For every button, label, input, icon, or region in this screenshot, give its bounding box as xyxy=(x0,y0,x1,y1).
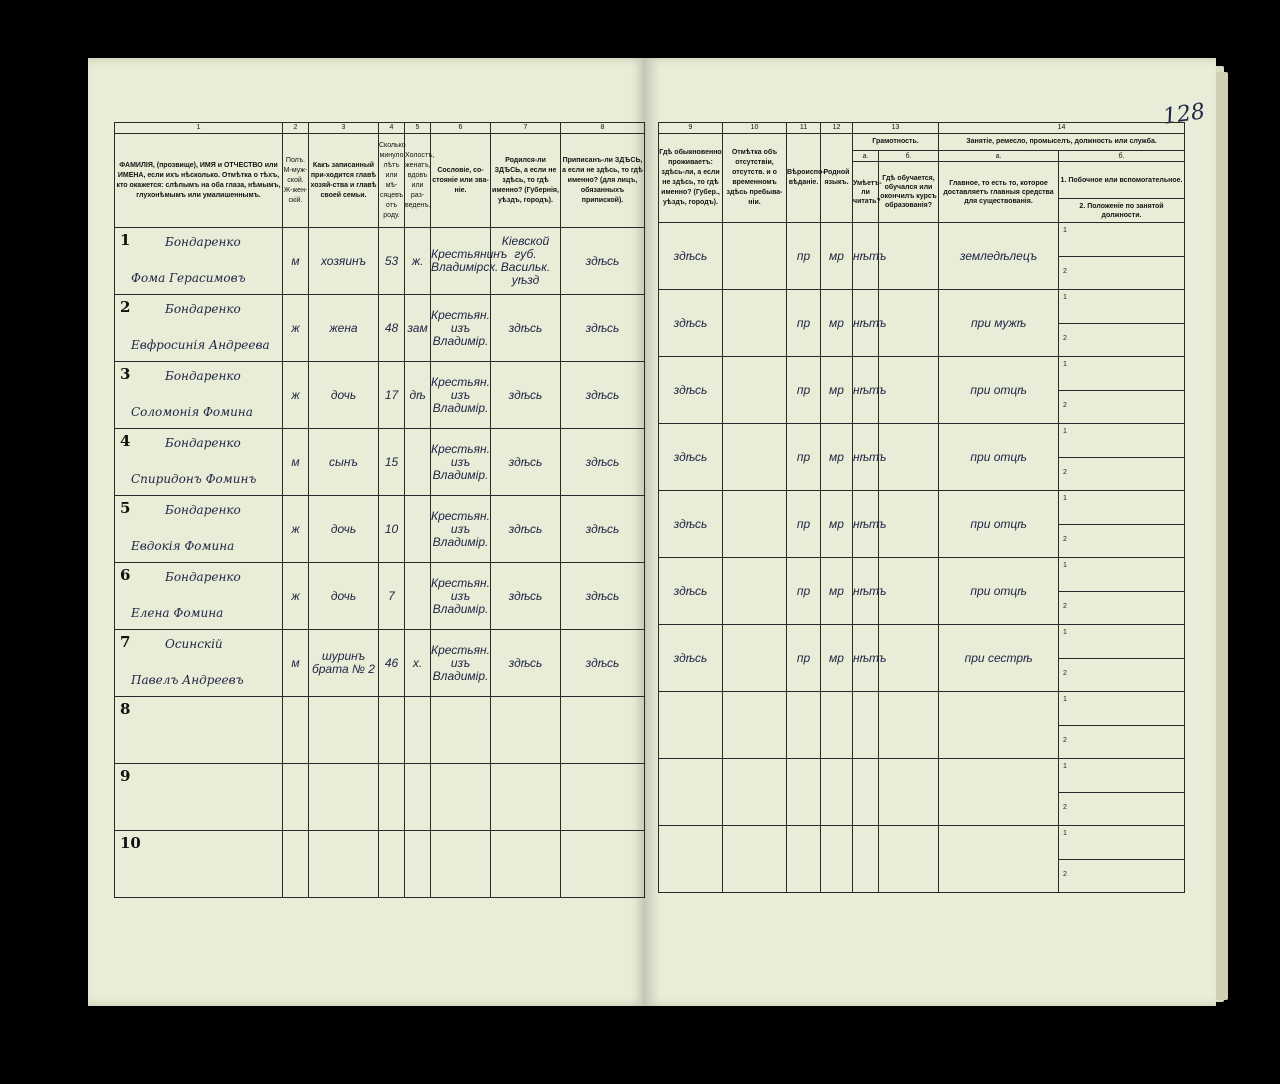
row-number: 6 xyxy=(120,566,131,584)
literate-cell: нѣтъ xyxy=(853,558,879,625)
table-row xyxy=(659,692,1185,759)
row-number: 1 xyxy=(120,231,131,249)
table-row xyxy=(115,496,645,563)
header-education: Гдѣ обучается, обучался или окончилъ курсъ образованія? xyxy=(879,162,939,223)
age-cell: 46 xyxy=(379,630,405,697)
occupation-cell: при сестрѣ xyxy=(939,625,1059,692)
table-row xyxy=(659,357,1185,424)
language-cell: мр xyxy=(821,357,853,424)
marital-cell: дѣ xyxy=(405,362,431,429)
sub-row-divider xyxy=(1059,256,1184,257)
relation-cell: шуринъ брата № 2 xyxy=(309,630,379,697)
table-row xyxy=(115,697,645,764)
estate-cell: Крестьян. изъ Владимір. xyxy=(431,630,491,697)
header-marital: Холостъ, женатъ, вдовъ или раз-веденъ. xyxy=(405,134,431,228)
census-table-left xyxy=(114,122,645,898)
born-cell: здѣсь xyxy=(491,362,561,429)
age-cell xyxy=(379,764,405,831)
language-cell: мр xyxy=(821,625,853,692)
surname: Бондаренко xyxy=(165,503,241,517)
education-cell xyxy=(879,357,939,424)
relation-cell: дочь xyxy=(309,496,379,563)
age-cell: 7 xyxy=(379,563,405,630)
sub-row-divider xyxy=(1059,792,1184,793)
education-cell xyxy=(879,424,939,491)
surname: Бондаренко xyxy=(165,235,241,249)
header-literacy: Грамотность. xyxy=(853,134,939,151)
table-row xyxy=(659,223,1185,290)
secondary-occupation-cell xyxy=(1059,223,1185,290)
column-number: 1 xyxy=(115,123,283,134)
header-14b-label: б. xyxy=(1059,151,1185,162)
sub-row-divider xyxy=(1059,658,1184,659)
sub-row-label: 2 xyxy=(1063,737,1067,744)
religion-cell xyxy=(787,692,821,759)
header-row xyxy=(115,134,645,228)
column-number: 10 xyxy=(723,123,787,134)
age-cell: 53 xyxy=(379,228,405,295)
surname: Бондаренко xyxy=(165,436,241,450)
table-row xyxy=(115,362,645,429)
header-estate: Сословіе, со-стояніе или зва-ніе. xyxy=(431,134,491,228)
sub-row-label: 1 xyxy=(1063,696,1067,703)
registered-cell: здѣсь xyxy=(561,228,645,295)
header-main-occupation: Главное, то есть то, которое доставляетъ главныя средства для существованія. xyxy=(939,162,1059,223)
sex-cell: ж xyxy=(283,496,309,563)
sub-row-divider xyxy=(1059,591,1184,592)
language-cell xyxy=(821,759,853,826)
registered-cell: здѣсь xyxy=(561,362,645,429)
sub-row-label: 1 xyxy=(1063,361,1067,368)
sub-row-label: 2 xyxy=(1063,536,1067,543)
given-names: Елена Фомина xyxy=(131,606,224,620)
sex-cell: ж xyxy=(283,563,309,630)
literate-cell: нѣтъ xyxy=(853,491,879,558)
resides-cell: здѣсь xyxy=(659,558,723,625)
marital-cell xyxy=(405,563,431,630)
language-cell: мр xyxy=(821,223,853,290)
header-14a-label: а. xyxy=(939,151,1059,162)
resides-cell: здѣсь xyxy=(659,491,723,558)
name-cell xyxy=(115,697,283,764)
header-occupation: Занятіе, ремесло, промыселъ, должность или служба. xyxy=(939,134,1185,151)
registered-cell: здѣсь xyxy=(561,630,645,697)
absent-cell xyxy=(723,223,787,290)
sex-cell: м xyxy=(283,429,309,496)
religion-cell: пр xyxy=(787,424,821,491)
estate-cell: Крестьян. изъ Владимір. xyxy=(431,563,491,630)
age-cell xyxy=(379,697,405,764)
given-names: Евдокія Фомина xyxy=(131,539,235,553)
given-names: Фома Герасимовъ xyxy=(131,271,246,285)
secondary-occupation-cell xyxy=(1059,826,1185,893)
name-cell xyxy=(115,764,283,831)
secondary-occupation-cell xyxy=(1059,625,1185,692)
header-13b-label: б. xyxy=(879,151,939,162)
sub-row-divider xyxy=(1059,725,1184,726)
born-cell: здѣсь xyxy=(491,295,561,362)
resides-cell: здѣсь xyxy=(659,290,723,357)
sub-row-divider xyxy=(1059,859,1184,860)
sub-row-label: 1 xyxy=(1063,495,1067,502)
header-name: ФАМИЛІЯ, (прозвище), ИМЯ и ОТЧЕСТВО или ИМЕНА, если ихъ нѣсколько. Отмѣтка о тѣхъ, кто окажется: слѣпымъ на оба глаза, нѣмымъ, глухонѣмымъ или умалишеннымъ. xyxy=(115,134,283,228)
absent-cell xyxy=(723,357,787,424)
resides-cell xyxy=(659,692,723,759)
sub-row-label: 2 xyxy=(1063,268,1067,275)
header-14b-2: 2. Положеніе по занятой должности. xyxy=(1059,198,1184,222)
header-language: Родной языкъ. xyxy=(821,134,853,223)
born-cell xyxy=(491,831,561,898)
language-cell: мр xyxy=(821,290,853,357)
name-cell xyxy=(115,295,283,362)
table-row xyxy=(659,826,1185,893)
header-14b-1: 1. Побочное или вспомогательное. xyxy=(1060,176,1183,184)
estate-cell xyxy=(431,831,491,898)
age-cell: 17 xyxy=(379,362,405,429)
column-number: 11 xyxy=(787,123,821,134)
occupation-cell xyxy=(939,759,1059,826)
sub-row-label: 1 xyxy=(1063,830,1067,837)
header-registered: Приписанъ-ли ЗДѢСЬ, а если не здѣсь, то гдѣ именно? (для лицъ, обязанныхъ припиской). xyxy=(561,134,645,228)
sex-cell xyxy=(283,831,309,898)
absent-cell xyxy=(723,759,787,826)
column-number: 12 xyxy=(821,123,853,134)
education-cell xyxy=(879,558,939,625)
name-cell xyxy=(115,630,283,697)
language-cell: мр xyxy=(821,424,853,491)
relation-cell: дочь xyxy=(309,563,379,630)
sex-cell: м xyxy=(283,228,309,295)
education-cell xyxy=(879,692,939,759)
row-number: 5 xyxy=(120,499,131,517)
column-number: 13 xyxy=(853,123,939,134)
sub-row-label: 2 xyxy=(1063,335,1067,342)
sub-row-label: 1 xyxy=(1063,629,1067,636)
marital-cell xyxy=(405,831,431,898)
education-cell xyxy=(879,491,939,558)
column-number: 4 xyxy=(379,123,405,134)
marital-cell xyxy=(405,429,431,496)
secondary-occupation-cell xyxy=(1059,491,1185,558)
name-cell xyxy=(115,228,283,295)
born-cell: Кіевской губ. Васильк. уѣзд xyxy=(491,228,561,295)
row-number: 7 xyxy=(120,633,131,651)
table-row xyxy=(115,563,645,630)
sex-cell xyxy=(283,697,309,764)
religion-cell: пр xyxy=(787,223,821,290)
estate-cell xyxy=(431,697,491,764)
born-cell: здѣсь xyxy=(491,630,561,697)
education-cell xyxy=(879,625,939,692)
column-number: 14 xyxy=(939,123,1185,134)
sex-cell: ж xyxy=(283,295,309,362)
absent-cell xyxy=(723,290,787,357)
secondary-occupation-cell xyxy=(1059,424,1185,491)
estate-cell: Крестьян. изъ Владимір. xyxy=(431,429,491,496)
literate-cell: нѣтъ xyxy=(853,223,879,290)
header-can-read: Умѣетъ-ли читать? xyxy=(853,162,879,223)
sex-cell: ж xyxy=(283,362,309,429)
born-cell: здѣсь xyxy=(491,563,561,630)
marital-cell: зам xyxy=(405,295,431,362)
column-number: 3 xyxy=(309,123,379,134)
absent-cell xyxy=(723,491,787,558)
sub-row-label: 2 xyxy=(1063,469,1067,476)
occupation-cell: при отцѣ xyxy=(939,424,1059,491)
given-names: Евфросинія Андреева xyxy=(131,338,270,352)
occupation-cell xyxy=(939,692,1059,759)
age-cell: 48 xyxy=(379,295,405,362)
registered-cell: здѣсь xyxy=(561,496,645,563)
secondary-occupation-cell xyxy=(1059,357,1185,424)
sub-row-divider xyxy=(1059,524,1184,525)
estate-cell xyxy=(431,764,491,831)
surname: Бондаренко xyxy=(165,369,241,383)
born-cell xyxy=(491,764,561,831)
header-relation: Какъ записанный при-ходится главѣ хозяй-ства и главѣ своей семьи. xyxy=(309,134,379,228)
header-sex: Полъ. М-муж-ской. Ж-жен-скій. xyxy=(283,134,309,228)
paper-stack-edge xyxy=(1214,72,1228,1000)
sub-row-label: 1 xyxy=(1063,763,1067,770)
column-number-row xyxy=(115,123,645,134)
literate-cell: нѣтъ xyxy=(853,424,879,491)
table-row xyxy=(659,491,1185,558)
resides-cell: здѣсь xyxy=(659,625,723,692)
education-cell xyxy=(879,223,939,290)
name-cell xyxy=(115,362,283,429)
name-cell xyxy=(115,496,283,563)
sub-row-divider xyxy=(1059,323,1184,324)
resides-cell xyxy=(659,826,723,893)
absent-cell xyxy=(723,692,787,759)
column-number: 6 xyxy=(431,123,491,134)
column-number: 2 xyxy=(283,123,309,134)
literate-cell xyxy=(853,692,879,759)
surname: Бондаренко xyxy=(165,570,241,584)
table-row xyxy=(115,630,645,697)
header-secondary-occupation xyxy=(1059,162,1185,223)
born-cell xyxy=(491,697,561,764)
language-cell xyxy=(821,826,853,893)
resides-cell: здѣсь xyxy=(659,357,723,424)
religion-cell: пр xyxy=(787,491,821,558)
language-cell: мр xyxy=(821,558,853,625)
secondary-occupation-cell xyxy=(1059,290,1185,357)
registered-cell: здѣсь xyxy=(561,295,645,362)
row-number: 3 xyxy=(120,365,131,383)
occupation-cell: при отцѣ xyxy=(939,558,1059,625)
age-cell: 10 xyxy=(379,496,405,563)
literate-cell: нѣтъ xyxy=(853,625,879,692)
resides-cell xyxy=(659,759,723,826)
page-number: 128 xyxy=(1161,99,1207,130)
religion-cell xyxy=(787,826,821,893)
absent-cell xyxy=(723,558,787,625)
table-row xyxy=(659,759,1185,826)
religion-cell: пр xyxy=(787,625,821,692)
name-cell xyxy=(115,831,283,898)
table-row xyxy=(115,831,645,898)
estate-cell: Крестьян. изъ Владимір. xyxy=(431,295,491,362)
name-cell xyxy=(115,563,283,630)
occupation-cell: при отцѣ xyxy=(939,491,1059,558)
literate-cell xyxy=(853,759,879,826)
census-table-right xyxy=(658,122,1185,893)
marital-cell xyxy=(405,496,431,563)
header-absence: Отмѣтка объ отсутствіи, отсутств. и о временномъ здѣсь пребыва-ніи. xyxy=(723,134,787,223)
resides-cell: здѣсь xyxy=(659,424,723,491)
table-row xyxy=(115,295,645,362)
table-row xyxy=(115,429,645,496)
relation-cell xyxy=(309,764,379,831)
religion-cell: пр xyxy=(787,290,821,357)
table-row xyxy=(659,424,1185,491)
occupation-cell: при отцѣ xyxy=(939,357,1059,424)
absent-cell xyxy=(723,826,787,893)
registered-cell xyxy=(561,831,645,898)
relation-cell: хозяинъ xyxy=(309,228,379,295)
table-row xyxy=(115,228,645,295)
column-number: 8 xyxy=(561,123,645,134)
registered-cell xyxy=(561,764,645,831)
table-row xyxy=(115,764,645,831)
born-cell: здѣсь xyxy=(491,429,561,496)
religion-cell: пр xyxy=(787,558,821,625)
secondary-occupation-cell xyxy=(1059,759,1185,826)
sub-row-label: 2 xyxy=(1063,603,1067,610)
marital-cell: ж. xyxy=(405,228,431,295)
given-names: Соломонія Фомина xyxy=(131,405,253,419)
registered-cell: здѣсь xyxy=(561,429,645,496)
education-cell xyxy=(879,759,939,826)
relation-cell: дочь xyxy=(309,362,379,429)
age-cell xyxy=(379,831,405,898)
sub-row-label: 2 xyxy=(1063,871,1067,878)
education-cell xyxy=(879,826,939,893)
header-13a-label: а. xyxy=(853,151,879,162)
born-cell: здѣсь xyxy=(491,496,561,563)
header-row xyxy=(659,134,1185,151)
occupation-cell: земледѣлецъ xyxy=(939,223,1059,290)
column-number: 5 xyxy=(405,123,431,134)
literate-cell: нѣтъ xyxy=(853,290,879,357)
row-number: 2 xyxy=(120,298,131,316)
religion-cell: пр xyxy=(787,357,821,424)
row-number: 9 xyxy=(120,767,131,785)
occupation-cell: при мужѣ xyxy=(939,290,1059,357)
sub-row-label: 2 xyxy=(1063,402,1067,409)
sex-cell xyxy=(283,764,309,831)
relation-cell xyxy=(309,831,379,898)
sub-row-divider xyxy=(1059,457,1184,458)
column-number: 9 xyxy=(659,123,723,134)
sub-row-label: 1 xyxy=(1063,227,1067,234)
education-cell xyxy=(879,290,939,357)
header-born: Родился-ли ЗДѢСЬ, а если не здѣсь, то гдѣ именно? (Губернія, уѣздъ, городъ). xyxy=(491,134,561,228)
sub-row-label: 1 xyxy=(1063,562,1067,569)
header-religion: Вѣроиспо-вѣданіе. xyxy=(787,134,821,223)
registered-cell xyxy=(561,697,645,764)
language-cell: мр xyxy=(821,491,853,558)
sub-row-label: 2 xyxy=(1063,804,1067,811)
name-cell xyxy=(115,429,283,496)
estate-cell: Крестьян. изъ Владимір. xyxy=(431,496,491,563)
literate-cell: нѣтъ xyxy=(853,357,879,424)
estate-cell: Крестьянинъ Владимірск. xyxy=(431,228,491,295)
sub-row-label: 1 xyxy=(1063,428,1067,435)
marital-cell xyxy=(405,697,431,764)
sub-row-divider xyxy=(1059,390,1184,391)
given-names: Павелъ Андреевъ xyxy=(131,673,244,687)
language-cell xyxy=(821,692,853,759)
relation-cell: жена xyxy=(309,295,379,362)
surname: Бондаренко xyxy=(165,302,241,316)
literate-cell xyxy=(853,826,879,893)
secondary-occupation-cell xyxy=(1059,558,1185,625)
relation-cell xyxy=(309,697,379,764)
age-cell: 15 xyxy=(379,429,405,496)
column-number: 7 xyxy=(491,123,561,134)
marital-cell xyxy=(405,764,431,831)
header-resides: Гдѣ обыкновенно проживаетъ: здѣсь-ли, а если не здѣсь, то гдѣ именно? (Губер., уѣздъ, городъ). xyxy=(659,134,723,223)
estate-cell: Крестьян. изъ Владимір. xyxy=(431,362,491,429)
row-number: 4 xyxy=(120,432,131,450)
table-row xyxy=(659,558,1185,625)
sub-row-label: 1 xyxy=(1063,294,1067,301)
registered-cell: здѣсь xyxy=(561,563,645,630)
surname: Осинскій xyxy=(165,637,223,651)
table-row xyxy=(659,625,1185,692)
row-number: 8 xyxy=(120,700,131,718)
absent-cell xyxy=(723,424,787,491)
secondary-occupation-cell xyxy=(1059,692,1185,759)
row-number: 10 xyxy=(120,834,141,852)
column-number-row xyxy=(659,123,1185,134)
occupation-cell xyxy=(939,826,1059,893)
relation-cell: сынъ xyxy=(309,429,379,496)
absent-cell xyxy=(723,625,787,692)
religion-cell xyxy=(787,759,821,826)
marital-cell: х. xyxy=(405,630,431,697)
table-row xyxy=(659,290,1185,357)
header-age: Сколько минуло лѣтъ или мѣ-сяцевъ отъ роду. xyxy=(379,134,405,228)
sub-row-label: 2 xyxy=(1063,670,1067,677)
given-names: Спиридонъ Фоминъ xyxy=(131,472,257,486)
sex-cell: м xyxy=(283,630,309,697)
resides-cell: здѣсь xyxy=(659,223,723,290)
